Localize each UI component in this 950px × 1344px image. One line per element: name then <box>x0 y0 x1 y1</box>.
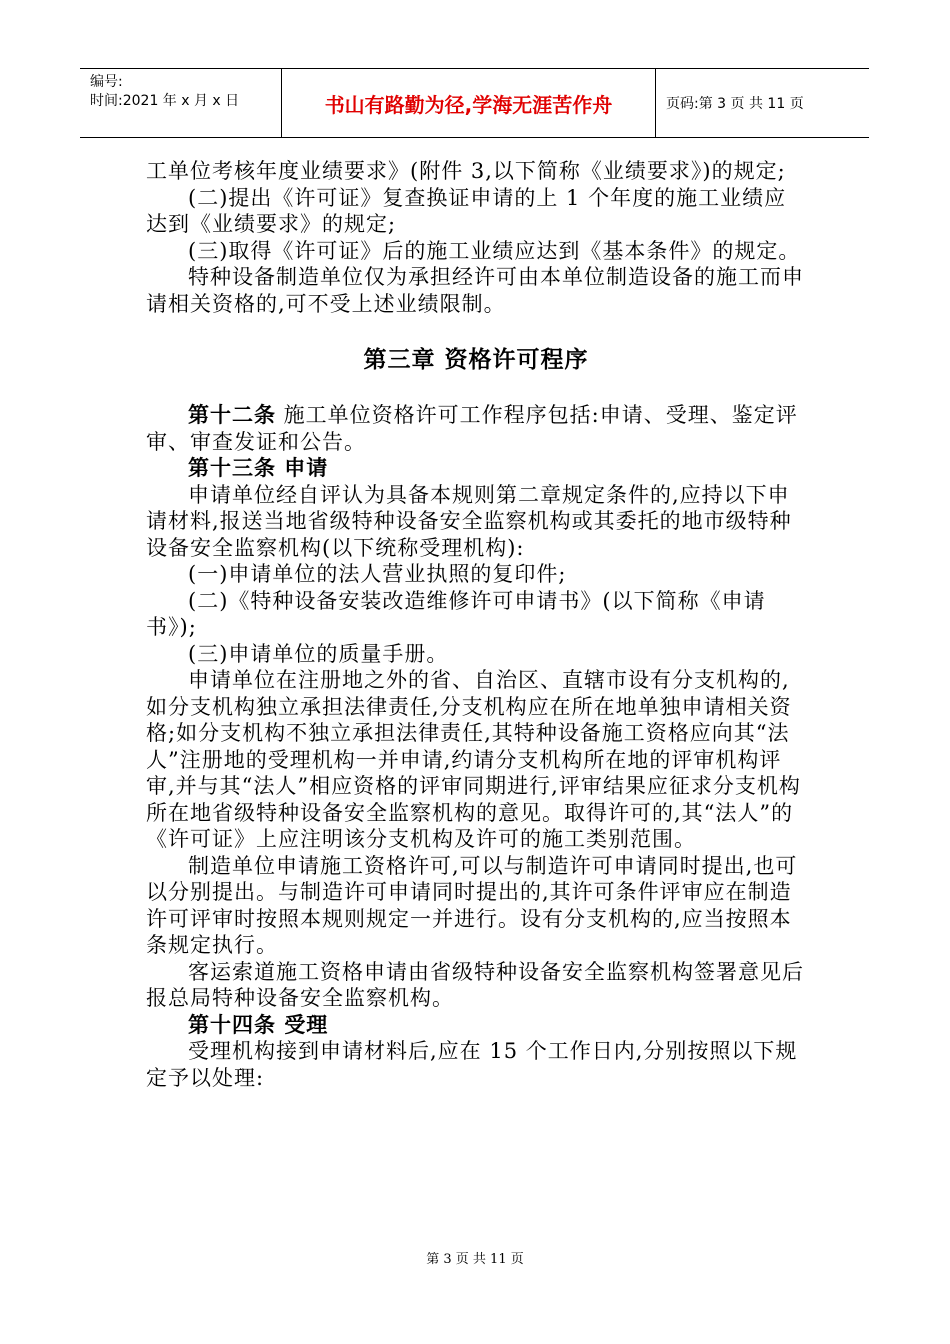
paragraph: 受理机构接到申请材料后,应在 15 个工作日内,分别按照以下规定予以处理: <box>146 1039 798 1090</box>
paragraph: 申请单位经自评认为具备本规则第二章规定条件的,应持以下申请材料,报送当地省级特种设备安全监察机构或其委托的地市级特种设备安全监察机构(以下统称受理机构): <box>146 482 792 560</box>
paragraph: 特种设备制造单位仅为承担经许可由本单位制造设备的施工而申请相关资格的,可不受上述业绩限制。 <box>146 265 804 316</box>
paragraph: (三)申请单位的质量手册。 <box>188 641 449 666</box>
paragraph: 申请单位在注册地之外的省、自治区、直辖市设有分支机构的,如分支机构独立承担法律责任,分支机构应在所在地单独申请相关资格;如分支机构不独立承担法律责任,其特种设备施工资格应向其“法人”注册地的受理机构一并申请,约请分支机构所在地的评审机构评审,并与其“法人”相应资格的评审同期进行,评审结果应征求分支机构所在地省级特种设备安全监察机构的意见。取得许可的,其“法人”的《许可证》上应注明该分支机构及许可的施工类别范围。 <box>146 668 801 851</box>
article-14-heading: 第十四条 受理 <box>188 1012 329 1037</box>
article-12-text: 施工单位资格许可工作程序包括:申请、受理、鉴定评审、审查发证和公告。 <box>146 403 798 454</box>
paragraph: 工单位考核年度业绩要求》(附件 3,以下简称《业绩要求》)的规定; <box>146 159 786 183</box>
chapter-title: 第三章 资格许可程序 <box>363 347 589 373</box>
time-label: 时间:2021 年 x 月 x 日 <box>90 93 240 109</box>
paragraph: (一)申请单位的法人营业执照的复印件; <box>188 562 567 586</box>
article-12 <box>146 402 806 455</box>
document-body <box>146 158 806 1091</box>
paragraph: (二)《特种设备安装改造维修许可申请书》(以下简称《申请书》); <box>146 588 766 639</box>
header-motto: 书山有路勤为径,学海无涯苦作舟 <box>282 69 656 137</box>
page-header <box>80 68 869 138</box>
number-label: 编号: <box>90 74 123 90</box>
page-footer: 第 3 页 共 11 页 <box>426 1252 524 1267</box>
article-12-heading: 第十二条 <box>188 403 276 427</box>
header-page-label: 页码:第 3 页 共 11 页 <box>666 96 804 112</box>
article-13-heading: 第十三条 申请 <box>188 456 329 480</box>
header-meta <box>80 69 282 137</box>
paragraph: (三)取得《许可证》后的施工业绩应达到《基本条件》的规定。 <box>188 238 801 263</box>
paragraph: 客运索道施工资格申请由省级特种设备安全监察机构签署意见后报总局特种设备安全监察机构。 <box>146 959 804 1010</box>
paragraph: 制造单位申请施工资格许可,可以与制造许可申请同时提出,也可以分别提出。与制造许可申请同时提出的,其许可条件评审应在制造许可评审时按照本规则规定一并进行。设有分支机构的,应当按照本条规定执行。 <box>146 853 798 957</box>
paragraph: (二)提出《许可证》复查换证申请的上 1 个年度的施工业绩应达到《业绩要求》的规定; <box>146 185 787 236</box>
